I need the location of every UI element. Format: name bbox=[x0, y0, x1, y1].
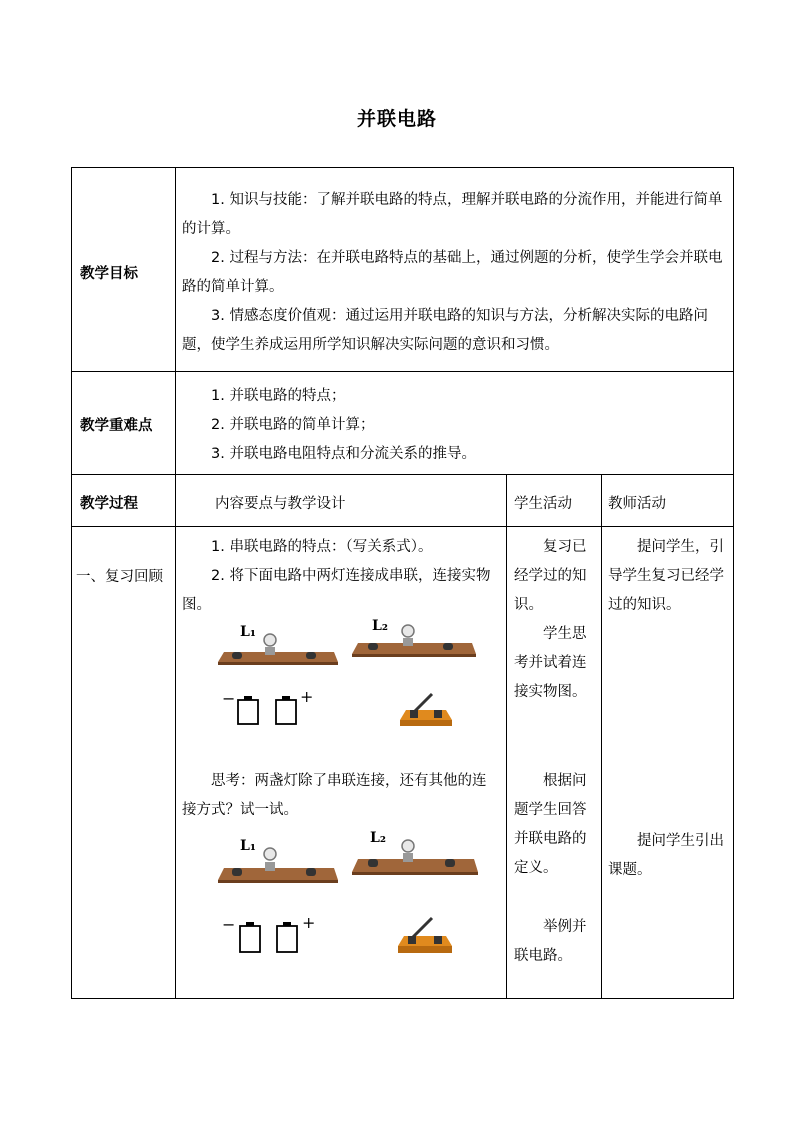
student-activity-1: 复习已经学过的知识。 bbox=[514, 539, 587, 613]
student-column-header: 学生活动 bbox=[514, 496, 572, 512]
teacher-activity-2: 提问学生引出课题。 bbox=[608, 833, 724, 878]
key-point-item: 1. 并联电路的特点； bbox=[211, 388, 346, 404]
review-think: 思考：两盏灯除了串联连接，还有其他的连接方式？试一试。 bbox=[182, 773, 487, 818]
battery-plus: + bbox=[300, 687, 314, 706]
process-label: 教学过程 bbox=[80, 496, 138, 512]
battery-icon bbox=[222, 687, 313, 724]
review-content-2: 2. 将下面电路中两灯连接成串联，连接实物图。 bbox=[182, 568, 491, 613]
student-activity-2: 学生思考并试着连接实物图。 bbox=[514, 626, 587, 700]
objectives-content bbox=[182, 186, 728, 360]
key-point-item: 2. 并联电路的简单计算； bbox=[211, 417, 375, 433]
key-points-label: 教学重难点 bbox=[80, 418, 153, 434]
objective-item: 3. 情感态度价值观：通过运用并联电路的知识与方法，分析解决实际的电路问题，使学生养成运用所学知识解决实际问题的意识和习惯。 bbox=[182, 308, 708, 353]
lamp-board-l1 bbox=[218, 838, 338, 883]
battery-minus: − bbox=[222, 915, 236, 934]
battery-minus: − bbox=[222, 689, 236, 708]
key-point-item: 3. 并联电路电阻特点和分流关系的推导。 bbox=[211, 446, 476, 462]
objective-item: 2. 过程与方法：在并联电路特点的基础上，通过例题的分析，使学生学会并联电路的简单计算。 bbox=[182, 250, 723, 295]
switch-icon bbox=[400, 694, 452, 726]
review-content-1: 1. 串联电路的特点：（写关系式）。 bbox=[211, 539, 433, 555]
teacher-activity-1: 提问学生，引导学生复习已经学过的知识。 bbox=[608, 539, 724, 613]
battery-plus: + bbox=[302, 913, 316, 932]
lamp-board-l2 bbox=[352, 618, 476, 657]
lamp-board-l1 bbox=[218, 624, 338, 665]
objective-item: 1. 知识与技能：了解并联电路的特点，理解并联电路的分流作用，并能进行简单的计算。 bbox=[182, 192, 723, 237]
lamp-l2-label: L₂ bbox=[370, 830, 386, 846]
student-activity-3: 根据问题学生回答并联电路的定义。 bbox=[514, 773, 587, 876]
circuit-figure-parallel bbox=[210, 826, 485, 966]
review-label: 一、复习回顾 bbox=[76, 569, 163, 585]
objectives-label: 教学目标 bbox=[80, 266, 138, 282]
battery-icon bbox=[222, 913, 315, 952]
page-title: 并联电路 bbox=[356, 108, 437, 130]
lamp-board-l2 bbox=[352, 830, 478, 875]
lamp-l1-label: L₁ bbox=[240, 838, 256, 854]
switch-icon bbox=[398, 918, 452, 953]
lamp-l1-label: L₁ bbox=[240, 624, 256, 640]
content-column-header: 内容要点与教学设计 bbox=[215, 496, 346, 512]
circuit-figure-series bbox=[210, 618, 485, 738]
teacher-column-header: 教师活动 bbox=[608, 496, 666, 512]
student-activity-4: 举例并联电路。 bbox=[514, 919, 587, 964]
lamp-l2-label: L₂ bbox=[372, 618, 388, 634]
key-points-content bbox=[182, 382, 728, 469]
